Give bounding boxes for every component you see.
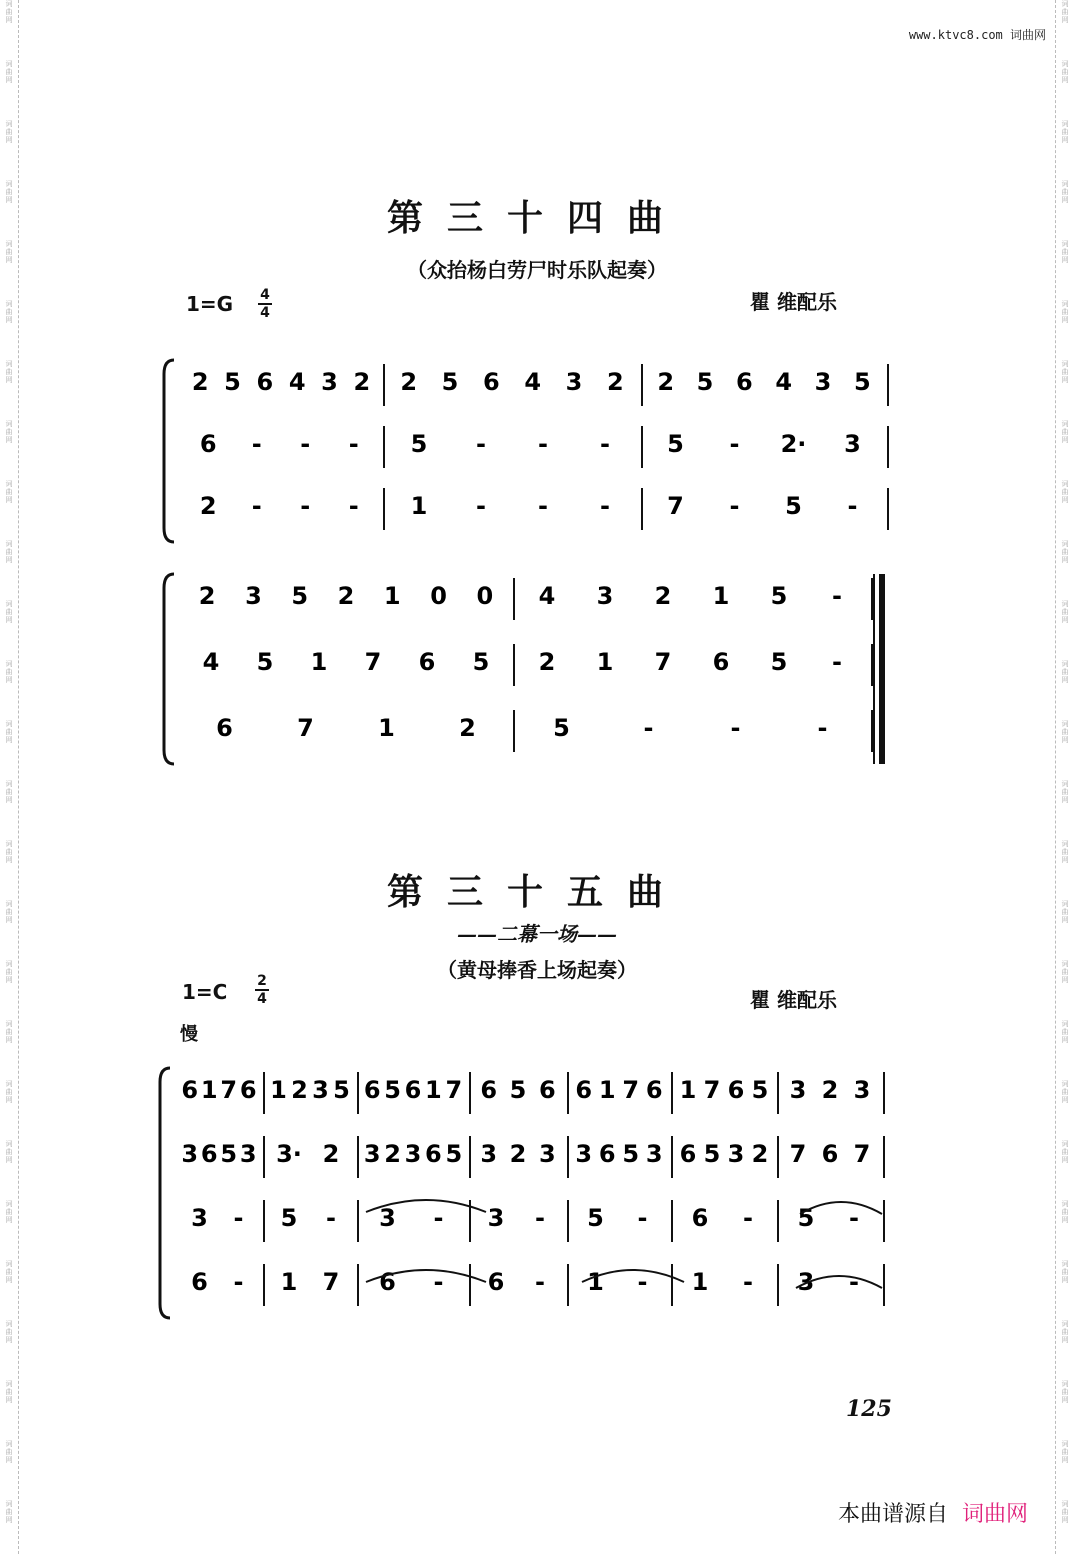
p34s1-note: 6 xyxy=(482,368,500,396)
edge-watermark-mark: 词 曲 网 xyxy=(5,420,13,444)
p35s1-note: 1 xyxy=(280,1268,298,1296)
p34s2-note: 2 xyxy=(654,582,672,610)
system-brace xyxy=(164,574,174,764)
p35s1-note: 1 xyxy=(200,1076,218,1104)
p34s1-note: 2 xyxy=(353,368,371,396)
edge-watermark-mark: 词 曲 网 xyxy=(1061,960,1069,984)
edge-watermark-mark: 词 曲 网 xyxy=(1061,60,1069,84)
p35s1-note: 6 xyxy=(538,1076,556,1104)
edge-watermark-mark: 词 曲 网 xyxy=(5,1080,13,1104)
p34s2-note: 1 xyxy=(596,648,614,676)
p35s1-note: - xyxy=(326,1204,336,1232)
p34s1-note: 5 xyxy=(785,492,802,520)
edge-watermark-mark: 词 曲 网 xyxy=(5,1140,13,1164)
p35s1-note: 1 xyxy=(587,1268,604,1296)
edge-watermark-mark: 词 曲 网 xyxy=(5,60,13,84)
edge-watermark-mark: 词 曲 网 xyxy=(5,660,13,684)
edge-watermark-mark: 词 曲 网 xyxy=(5,840,13,864)
p35s1-note: 3 xyxy=(487,1204,505,1232)
edge-watermark-mark: 词 曲 网 xyxy=(1061,420,1069,444)
p34s1-note: - xyxy=(348,492,359,520)
p34s1-note: - xyxy=(729,492,740,520)
edge-watermark-mark: 词 曲 网 xyxy=(1061,480,1069,504)
p35s1-note: 5 xyxy=(384,1076,401,1104)
p35s1-note: 3 xyxy=(480,1140,498,1168)
p35s1-note: 7 xyxy=(322,1268,340,1296)
edge-watermark-mark: 词 曲 网 xyxy=(5,1020,13,1044)
edge-watermark-mark: 词 曲 网 xyxy=(1061,0,1069,24)
p34s1-note: 1 xyxy=(410,492,428,520)
p34s1-note: 5 xyxy=(853,368,871,396)
p35s1-note: 5 xyxy=(622,1140,640,1168)
p34s2-note: 6 xyxy=(712,648,730,676)
source-brand[interactable]: 词曲网 xyxy=(961,1502,1028,1527)
p35s1-note: 2 xyxy=(322,1140,340,1168)
p34s2-note: 5 xyxy=(770,582,788,610)
p34s1-note: - xyxy=(847,492,858,520)
piece35-subtitle: （黄母捧香上场起奏） xyxy=(437,958,637,982)
p35s1-note: 3· xyxy=(276,1140,302,1168)
p34s1-note: 2 xyxy=(606,368,624,396)
p34s1-note: 3 xyxy=(844,430,861,458)
edge-watermark-mark: 词 曲 网 xyxy=(1061,720,1069,744)
p35s1-note: 3 xyxy=(191,1204,208,1232)
p34s1-note: 5 xyxy=(696,368,714,396)
p35s1-note: - xyxy=(849,1204,859,1232)
p35s1-note: 2 xyxy=(751,1140,769,1168)
edge-watermark-mark: 词 曲 网 xyxy=(1061,840,1069,864)
edge-watermark-mark: 词 曲 网 xyxy=(1061,660,1069,684)
edge-watermark-mark: 词 曲 网 xyxy=(1061,780,1069,804)
p34s1-note: 3 xyxy=(565,368,583,396)
edge-watermark-mark: 词 曲 网 xyxy=(1061,300,1069,324)
p34s2-note: - xyxy=(643,714,654,742)
edge-watermark-mark: 词 曲 网 xyxy=(1061,1080,1069,1104)
p35s1-note: 6 xyxy=(727,1076,745,1104)
p35s1-note: 3 xyxy=(853,1076,871,1104)
p34s2-note: 5 xyxy=(770,648,788,676)
p35s1-note: 2 xyxy=(291,1076,308,1104)
p34s2-note: - xyxy=(817,714,828,742)
edge-watermark-mark: 词 曲 网 xyxy=(1061,180,1069,204)
p34s1-note: 2· xyxy=(780,430,807,458)
p35s1-note: 6 xyxy=(200,1140,218,1168)
edge-watermark-mark: 词 曲 网 xyxy=(5,0,13,24)
p34s1-note: 5 xyxy=(410,430,428,458)
p35s1-note: 6 xyxy=(404,1076,422,1104)
p34s2-note: 1 xyxy=(378,714,395,742)
edge-watermark-mark: 词 曲 网 xyxy=(5,600,13,624)
p35s1-note: 3 xyxy=(727,1140,745,1168)
p34s1-note: 4 xyxy=(775,368,793,396)
p35s1-note: - xyxy=(743,1204,753,1232)
p35s1-note: 7 xyxy=(445,1076,463,1104)
p35s1-note: 2 xyxy=(384,1140,401,1168)
p35s1-note: 7 xyxy=(789,1140,807,1168)
p34s2-note: 1 xyxy=(310,648,328,676)
p35s1-note: 3 xyxy=(789,1076,807,1104)
edge-watermark-mark: 词 曲 网 xyxy=(5,1200,13,1224)
p34s1-note: - xyxy=(476,492,486,520)
p35s1-note: - xyxy=(637,1204,648,1232)
p35s1-note: 5 xyxy=(445,1140,463,1168)
edge-watermark-mark: 词 曲 网 xyxy=(1061,240,1069,264)
p35s1-note: 5 xyxy=(509,1076,527,1104)
p35s1-note: - xyxy=(233,1268,244,1296)
p34s2-note: 2 xyxy=(337,582,355,610)
p35s1-note: 1 xyxy=(270,1076,287,1104)
p35s1-note: 6 xyxy=(645,1076,663,1104)
p35s1-note: 6 xyxy=(821,1140,839,1168)
p34s1-note: 2 xyxy=(657,368,675,396)
edge-watermark-mark: 词 曲 网 xyxy=(5,120,13,144)
p35s1-note: 3 xyxy=(239,1140,257,1168)
p34s2-note: 1 xyxy=(712,582,730,610)
edge-watermark-mark: 词 曲 网 xyxy=(1061,1260,1069,1284)
p35s1-note: 5 xyxy=(587,1204,604,1232)
p34s1-note: - xyxy=(251,430,262,458)
p34s1-note: 3 xyxy=(321,368,338,396)
piece35-scene: ——二幕一场—— xyxy=(457,922,617,946)
p34s2-note: 0 xyxy=(430,582,447,610)
source-label: 本曲谱源自 xyxy=(837,1502,948,1527)
edge-watermark-mark: 词 曲 网 xyxy=(1061,1140,1069,1164)
piece35-key: 1=C xyxy=(182,980,228,1004)
p34s1-note: 6 xyxy=(735,368,753,396)
p35s1-note: 3 xyxy=(312,1076,329,1104)
p34s2-note: 4 xyxy=(202,648,220,676)
p34s2-note: 4 xyxy=(538,582,556,610)
p34s1-note: - xyxy=(600,492,610,520)
p35s1-note: 5 xyxy=(220,1140,238,1168)
p35s1-note: - xyxy=(743,1268,753,1296)
p34s1-note: 5 xyxy=(224,368,241,396)
p35s1-note: 7 xyxy=(703,1076,721,1104)
p34s2-note: 3 xyxy=(245,582,262,610)
piece35-title: 第三十五曲 xyxy=(386,871,687,913)
edge-watermark-mark: 词 曲 网 xyxy=(5,540,13,564)
edge-watermark-mark: 词 曲 网 xyxy=(5,1500,13,1524)
p35s1-note: 3 xyxy=(645,1140,663,1168)
p35s1-note: 5 xyxy=(280,1204,298,1232)
p34s2-note: 6 xyxy=(216,714,233,742)
edge-watermark-mark: 词 曲 网 xyxy=(5,1380,13,1404)
edge-watermark-mark: 词 曲 网 xyxy=(5,960,13,984)
p35s1-note: 5 xyxy=(333,1076,350,1104)
p34s2-note: 6 xyxy=(418,648,436,676)
edge-watermark-mark: 词 曲 网 xyxy=(5,360,13,384)
p34s2-note: - xyxy=(832,582,842,610)
p35s1-note: 1 xyxy=(691,1268,709,1296)
edge-watermark-mark: 词 曲 网 xyxy=(5,900,13,924)
p34s1-note: 4 xyxy=(288,368,306,396)
edge-watermark-mark: 词 曲 网 xyxy=(5,780,13,804)
p34s1-note: 7 xyxy=(667,492,684,520)
p35s1-note: 7 xyxy=(622,1076,640,1104)
p34s1-note: - xyxy=(251,492,262,520)
p35s1-note: 6 xyxy=(363,1076,381,1104)
edge-watermark-mark: 词 曲 网 xyxy=(5,300,13,324)
p34s1-note: - xyxy=(538,492,548,520)
p35s1-note: 6 xyxy=(487,1268,505,1296)
p35s1-note: 6 xyxy=(691,1204,709,1232)
p34s2-note: 1 xyxy=(383,582,401,610)
p34s1-note: - xyxy=(300,430,311,458)
p35s1-note: 6 xyxy=(598,1140,616,1168)
edge-watermark-mark: 词 曲 网 xyxy=(1061,540,1069,564)
p35s1-note: 6 xyxy=(379,1268,396,1296)
p35s1-note: - xyxy=(433,1268,444,1296)
p34s2-note: 5 xyxy=(472,648,490,676)
edge-watermark-mark: 词 曲 网 xyxy=(1061,600,1069,624)
p34s1-note: - xyxy=(600,430,610,458)
p35s1-note: - xyxy=(535,1268,545,1296)
p34s1-note: 2 xyxy=(400,368,418,396)
piece34-key: 1=G xyxy=(186,292,234,316)
p34s1-note: 4 xyxy=(524,368,542,396)
p35s1-note: 1 xyxy=(425,1076,442,1104)
p34s2-note: 7 xyxy=(297,714,314,742)
p35s1-note: 2 xyxy=(509,1140,527,1168)
p34s2-note: 7 xyxy=(654,648,672,676)
p35s1-note: 3 xyxy=(538,1140,556,1168)
edge-watermark-mark: 词 曲 网 xyxy=(1061,1200,1069,1224)
p35s1-note: - xyxy=(535,1204,545,1232)
p34s2-note: 5 xyxy=(291,582,309,610)
system-brace xyxy=(160,1068,170,1318)
piece35-arranger: 瞿 维配乐 xyxy=(750,988,837,1012)
p35s1-note: 1 xyxy=(679,1076,697,1104)
p35s1-note: 7 xyxy=(220,1076,238,1104)
piece34-meter-bottom: 4 xyxy=(260,305,270,321)
page-number: 125 xyxy=(846,1396,892,1422)
p35s1-note: 1 xyxy=(598,1076,616,1104)
piece34-title: 第三十四曲 xyxy=(386,197,687,239)
p35s1-note: 6 xyxy=(679,1140,697,1168)
p35s1-note: 6 xyxy=(425,1140,442,1168)
piece34-meter-top: 4 xyxy=(260,287,270,303)
p35s1-note: 6 xyxy=(480,1076,498,1104)
edge-watermark-mark: 词 曲 网 xyxy=(5,1320,13,1344)
p34s1-note: 5 xyxy=(667,430,684,458)
final-barline xyxy=(879,574,885,764)
p34s2-note: 7 xyxy=(364,648,382,676)
edge-watermark-mark: 词 曲 网 xyxy=(1061,900,1069,924)
p35s1-note: 6 xyxy=(239,1076,257,1104)
p34s1-note: 2 xyxy=(191,368,209,396)
edge-watermark-mark: 词 曲 网 xyxy=(5,180,13,204)
edge-watermark-mark: 词 曲 网 xyxy=(1061,1500,1069,1524)
p35s1-note: 5 xyxy=(751,1076,769,1104)
p35s1-note: 3 xyxy=(181,1140,199,1168)
p35s1-note: 3 xyxy=(363,1140,381,1168)
system-brace xyxy=(164,360,174,542)
p35s1-note: 2 xyxy=(821,1076,839,1104)
edge-watermark-mark: 词 曲 网 xyxy=(5,240,13,264)
p35s1-note: 3 xyxy=(379,1204,396,1232)
piece34-arranger: 瞿 维配乐 xyxy=(750,290,837,314)
p34s1-note: 6 xyxy=(256,368,274,396)
p35s1-note: 6 xyxy=(191,1268,208,1296)
p35s1-note: 5 xyxy=(703,1140,721,1168)
piece35-meter-bottom: 4 xyxy=(257,991,267,1007)
edge-watermark-mark: 词 曲 网 xyxy=(1061,1020,1069,1044)
piece35-tempo: 慢 xyxy=(180,1024,198,1045)
p34s2-note: 3 xyxy=(596,582,614,610)
edge-watermark-mark: 词 曲 网 xyxy=(1061,360,1069,384)
p35s1-note: 6 xyxy=(181,1076,199,1104)
p34s2-note: 5 xyxy=(553,714,570,742)
edge-watermark-mark: 词 曲 网 xyxy=(1061,1380,1069,1404)
p34s2-note: 2 xyxy=(459,714,476,742)
p34s1-note: 5 xyxy=(441,368,459,396)
p34s1-note: 3 xyxy=(814,368,832,396)
p34s2-note: 2 xyxy=(538,648,556,676)
edge-watermark-mark: 词 曲 网 xyxy=(5,1260,13,1284)
p35s1-note: 7 xyxy=(853,1140,871,1168)
p35s1-note: - xyxy=(233,1204,244,1232)
p35s1-note: - xyxy=(637,1268,648,1296)
source-line xyxy=(838,1497,1028,1528)
edge-watermark-mark: 词 曲 网 xyxy=(1061,1320,1069,1344)
p35s1-note: - xyxy=(849,1268,859,1296)
p34s1-note: - xyxy=(348,430,359,458)
edge-watermark-mark: 词 曲 网 xyxy=(5,480,13,504)
edge-watermark-mark: 词 曲 网 xyxy=(1061,120,1069,144)
p35s1-note: 6 xyxy=(575,1076,593,1104)
p34s2-note: - xyxy=(730,714,741,742)
p34s1-note: - xyxy=(538,430,548,458)
p35s1-note: 3 xyxy=(404,1140,422,1168)
p35s1-note: 3 xyxy=(797,1268,815,1296)
p34s1-note: 6 xyxy=(199,430,217,458)
p34s2-note: - xyxy=(832,648,842,676)
edge-watermark-mark: 词 曲 网 xyxy=(5,720,13,744)
p35s1-note: 3 xyxy=(575,1140,593,1168)
p34s1-note: - xyxy=(300,492,311,520)
p34s2-note: 0 xyxy=(476,582,494,610)
p35s1-note: - xyxy=(433,1204,444,1232)
edge-watermark-mark: 词 曲 网 xyxy=(1061,1440,1069,1464)
p34s1-note: - xyxy=(476,430,486,458)
p34s2-note: 5 xyxy=(256,648,274,676)
piece35-meter-top: 2 xyxy=(257,973,267,989)
p34s1-note: - xyxy=(729,430,740,458)
p35s1-note: 5 xyxy=(797,1204,815,1232)
p34s2-note: 2 xyxy=(198,582,216,610)
edge-watermark-mark: 词 曲 网 xyxy=(5,1440,13,1464)
piece34-subtitle: （众抬杨白劳尸时乐队起奏） xyxy=(407,258,667,282)
p34s1-note: 2 xyxy=(199,492,217,520)
site-link[interactable]: www.ktvc8.com 词曲网 xyxy=(908,28,1046,42)
